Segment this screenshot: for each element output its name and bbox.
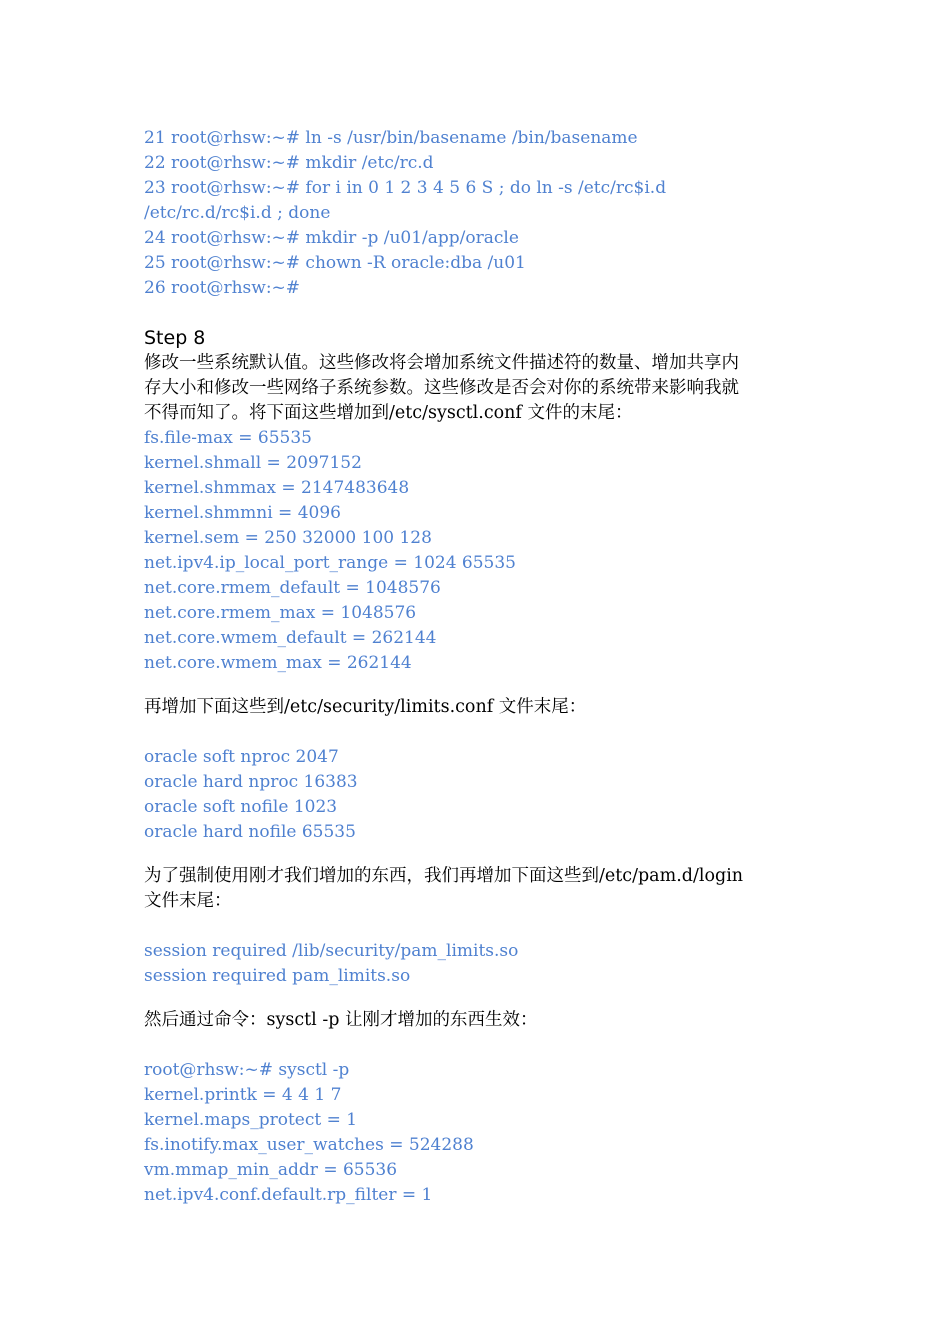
- sysctl-output-block: [144, 1058, 844, 1208]
- command-line: 25 root@rhsw:~# chown -R oracle:dba /u01: [144, 253, 526, 273]
- config-line: kernel.shmmax = 2147483648: [144, 478, 410, 498]
- command-line: 22 root@rhsw:~# mkdir /etc/rc.d: [144, 153, 434, 173]
- command-line: 26 root@rhsw:~#: [144, 278, 301, 298]
- config-line: oracle hard nproc 16383: [144, 772, 358, 792]
- config-line: session required /lib/security/pam_limits.so: [144, 941, 519, 961]
- limits-intro: 再增加下面这些到/etc/security/limits.conf 文件末尾：: [144, 697, 587, 717]
- command-history-block: [144, 126, 844, 301]
- paragraph-line: 文件末尾：: [144, 891, 232, 911]
- config-line: kernel.shmmni = 4096: [144, 503, 341, 523]
- config-line: session required pam_limits.so: [144, 966, 411, 986]
- config-line: oracle hard nofile 65535: [144, 822, 356, 842]
- config-line: oracle soft nofile 1023: [144, 797, 338, 817]
- sysctl-config-block: [144, 426, 844, 676]
- output-line: kernel.maps_protect = 1: [144, 1110, 358, 1130]
- pam-config-block: [144, 939, 844, 989]
- output-line: vm.mmap_min_addr = 65536: [144, 1160, 398, 1180]
- config-line: kernel.sem = 250 32000 100 128: [144, 528, 432, 548]
- paragraph-line: 修改一些系统默认值。这些修改将会增加系统文件描述符的数量、增加共享内: [144, 353, 739, 373]
- output-line: root@rhsw:~# sysctl -p: [144, 1060, 350, 1080]
- step-paragraph: [144, 351, 844, 426]
- command-line: 24 root@rhsw:~# mkdir -p /u01/app/oracle: [144, 228, 519, 248]
- config-line: kernel.shmall = 2097152: [144, 453, 362, 473]
- paragraph-line: 为了强制使用刚才我们增加的东西，我们再增加下面这些到/etc/pam.d/login: [144, 866, 744, 886]
- output-line: kernel.printk = 4 4 1 7: [144, 1085, 342, 1105]
- config-line: net.core.rmem_default = 1048576: [144, 578, 441, 598]
- output-line: fs.inotify.max_user_watches = 524288: [144, 1135, 474, 1155]
- command-line: 21 root@rhsw:~# ln -s /usr/bin/basename /bin/basename: [144, 128, 638, 148]
- config-line: net.core.rmem_max = 1048576: [144, 603, 417, 623]
- command-line: 23 root@rhsw:~# for i in 0 1 2 3 4 5 6 S ; do ln -s /etc/rc$i.d: [144, 178, 667, 198]
- paragraph-line: 存大小和修改一些网络子系统参数。这些修改是否会对你的系统带来影响我就: [144, 378, 739, 398]
- config-line: net.ipv4.ip_local_port_range = 1024 65535: [144, 553, 516, 573]
- config-line: net.core.wmem_default = 262144: [144, 628, 437, 648]
- command-line: /etc/rc.d/rc$i.d ; done: [144, 203, 331, 223]
- step-heading: Step 8: [144, 327, 206, 349]
- paragraph-line: 不得而知了。将下面这些增加到/etc/sysctl.conf 文件的末尾：: [144, 403, 633, 423]
- config-line: fs.file-max = 65535: [144, 428, 312, 448]
- config-line: oracle soft nproc 2047: [144, 747, 339, 767]
- pam-intro: [144, 864, 844, 914]
- output-line: net.ipv4.conf.default.rp_filter = 1: [144, 1185, 433, 1205]
- config-line: net.core.wmem_max = 262144: [144, 653, 412, 673]
- document-page: [144, 126, 844, 1208]
- limits-config-block: [144, 745, 844, 845]
- apply-intro: 然后通过命令：sysctl -p 让刚才增加的东西生效：: [144, 1010, 538, 1030]
